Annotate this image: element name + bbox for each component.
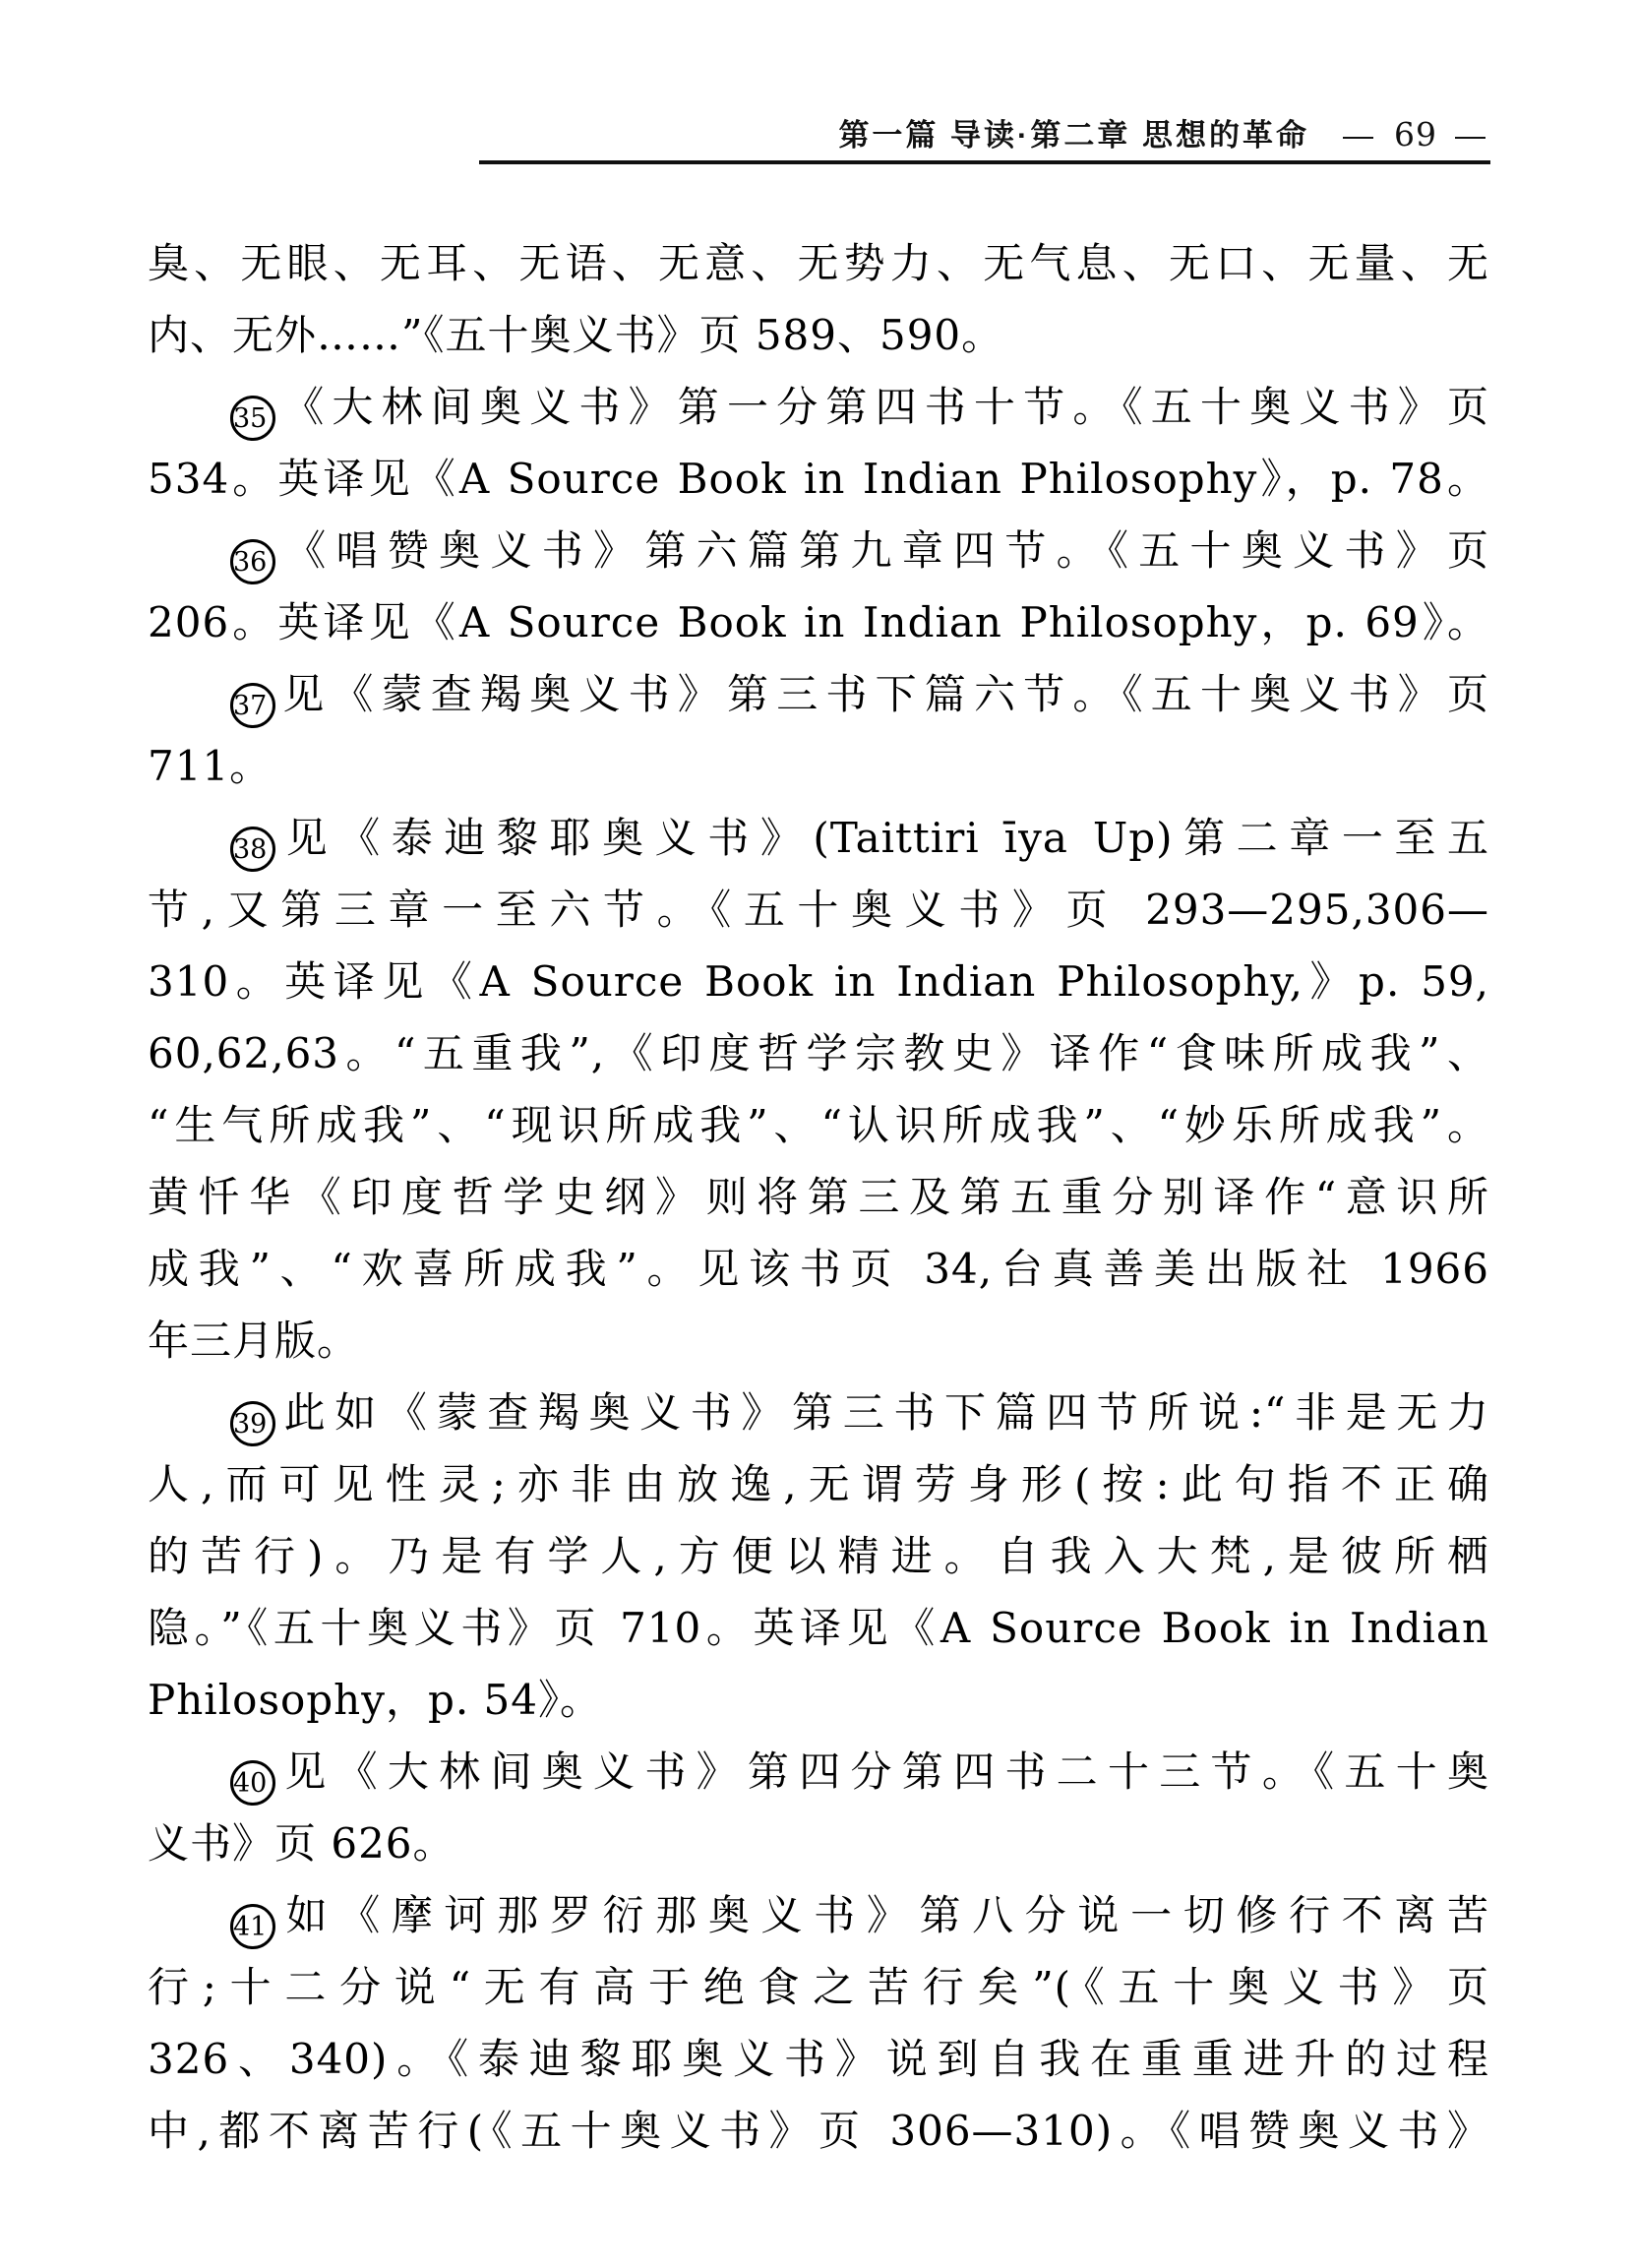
note-number-badge: 37 <box>230 683 275 728</box>
line-text: 60,62,63。“五重我”,《印度哲学宗教史》译作“食味所成我”、 <box>148 1029 1489 1077</box>
line-text: 隐。”《五十奥义书》页 710。英译见《A Source Book in Indian <box>148 1604 1489 1652</box>
text-line <box>148 658 1489 730</box>
text-line <box>148 874 1489 946</box>
line-text: 《唱赞奥义书》第六篇第九章四节。《五十奥义书》页 <box>275 526 1489 575</box>
text-line <box>148 730 1489 802</box>
line-text: 206。英译见《A Source Book in Indian Philosophy，p. 69》。 <box>148 598 1489 646</box>
text-line <box>148 1736 1489 1808</box>
line-text: 此如《蒙查羯奥义书》第三书下篇四节所说:“非是无力 <box>275 1388 1489 1437</box>
text-line <box>148 2023 1489 2095</box>
line-text: 年三月版。 <box>148 1317 360 1365</box>
running-title: 第一篇 导读·第二章 思想的革命 <box>838 118 1309 153</box>
text-line <box>148 2095 1489 2167</box>
note-number-badge: 36 <box>230 539 275 584</box>
text-line <box>148 946 1489 1017</box>
page-number-dash-left: — <box>1343 118 1376 153</box>
line-text: 534。英译见《A Source Book in Indian Philosophy》，p. 78。 <box>148 455 1489 503</box>
line-text: 《大林间奥义书》第一分第四书十节。《五十奥义书》页 <box>275 383 1489 431</box>
text-line <box>148 515 1489 586</box>
page-body <box>148 227 1489 2167</box>
text-line <box>148 1377 1489 1448</box>
line-text: “生气所成我”、“现识所成我”、“认识所成我”、“妙乐所成我”。 <box>148 1101 1489 1149</box>
text-line <box>148 299 1489 371</box>
text-line <box>148 1664 1489 1736</box>
text-line <box>148 1305 1489 1377</box>
note-number-badge: 38 <box>230 827 275 872</box>
line-text: 310。英译见《A Source Book in Indian Philosophy,》p. 59, <box>148 957 1489 1006</box>
text-line <box>148 586 1489 658</box>
text-line <box>148 1879 1489 1951</box>
line-text: 臭、无眼、无耳、无语、无意、无势力、无气息、无口、无量、无 <box>148 239 1489 287</box>
text-line <box>148 1520 1489 1592</box>
text-line <box>148 802 1489 874</box>
text-line <box>148 1448 1489 1520</box>
text-line <box>148 1233 1489 1305</box>
line-text: 见《泰迪黎耶奥义书》(Taittiri īya Up)第二章一至五 <box>275 814 1489 862</box>
text-line <box>148 1017 1489 1089</box>
line-text: 行;十二分说“无有高于绝食之苦行矣”(《五十奥义书》页 <box>148 1963 1489 2011</box>
line-text: 人,而可见性灵;亦非由放逸,无谓劳身形(按:此句指不正确 <box>148 1460 1489 1508</box>
running-header <box>838 110 1488 157</box>
text-line <box>148 371 1489 443</box>
text-line <box>148 443 1489 515</box>
text-line <box>148 227 1489 299</box>
page-number: 69 <box>1394 115 1437 153</box>
line-text: 326、340)。《泰迪黎耶奥义书》说到自我在重重进升的过程 <box>148 2035 1489 2083</box>
text-line <box>148 1808 1489 1879</box>
line-text: 711。 <box>148 742 273 790</box>
line-text: 的苦行)。乃是有学人,方便以精进。自我入大梵,是彼所栖 <box>148 1532 1489 1580</box>
line-text: Philosophy，p. 54》。 <box>148 1676 602 1724</box>
note-number-badge: 35 <box>230 396 275 441</box>
text-line <box>148 1951 1489 2023</box>
text-line <box>148 1592 1489 1664</box>
line-text: 成我”、“欢喜所成我”。见该书页 34,台真善美出版社 1966 <box>148 1245 1489 1293</box>
line-text: 黄忏华《印度哲学史纲》则将第三及第五重分别译作“意识所 <box>148 1173 1489 1221</box>
line-text: 内、无外……”《五十奥义书》页 589、590。 <box>148 311 1004 359</box>
line-text: 节,又第三章一至六节。《五十奥义书》页 293—295,306— <box>148 886 1489 934</box>
text-line <box>148 1089 1489 1161</box>
header-rule <box>479 160 1490 164</box>
note-number-badge: 40 <box>230 1760 275 1806</box>
text-line <box>148 1161 1489 1233</box>
line-text: 见《蒙查羯奥义书》第三书下篇六节。《五十奥义书》页 <box>275 670 1489 718</box>
note-number-badge: 39 <box>230 1401 275 1446</box>
note-number-badge: 41 <box>230 1904 275 1949</box>
line-text: 见《大林间奥义书》第四分第四书二十三节。《五十奥 <box>275 1747 1489 1796</box>
line-text: 中,都不离苦行(《五十奥义书》页 306—310)。《唱赞奥义书》 <box>148 2107 1489 2155</box>
line-text: 如《摩诃那罗衍那奥义书》第八分说一切修行不离苦 <box>275 1891 1489 1939</box>
line-text: 义书》页 626。 <box>148 1819 455 1868</box>
page-number-dash-right: — <box>1455 118 1488 153</box>
